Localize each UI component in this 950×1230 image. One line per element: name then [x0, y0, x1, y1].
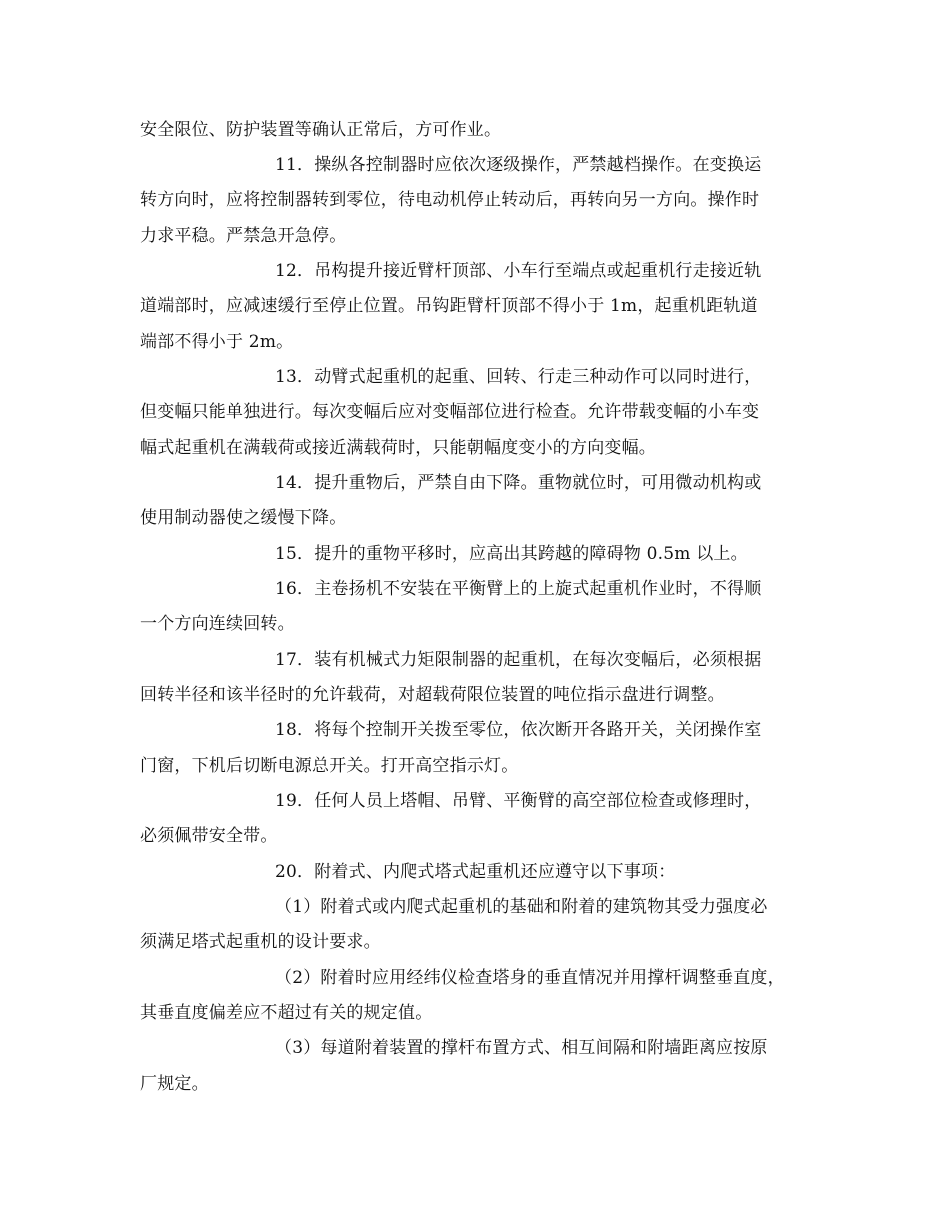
text-line: 必须佩带安全带。	[140, 826, 278, 846]
text-line: （2）附着时应用经纬仪检查塔身的垂直情况并用撑杆调整垂直度，	[275, 968, 785, 988]
text-line: 11．操纵各控制器时应依次逐级操作，严禁越档操作。在变换运	[275, 155, 762, 175]
text-line: 17．装有机械式力矩限制器的起重机，在每次变幅后，必须根据	[275, 650, 762, 670]
text-line: 使用制动器使之缓慢下降。	[140, 508, 347, 528]
text-line: 其垂直度偏差应不超过有关的规定值。	[140, 1003, 433, 1023]
text-line: 16．主卷扬机不安装在平衡臂上的上旋式起重机作业时，不得顺	[275, 579, 762, 599]
text-line: （1）附着式或内爬式起重机的基础和附着的建筑物其受力强度必	[275, 897, 768, 917]
text-line: 回转半径和该半径时的允许载荷，对超载荷限位装置的吨位指示盘进行调整。	[140, 685, 725, 705]
text-line: 20．附着式、内爬式塔式起重机还应遵守以下事项：	[275, 862, 676, 882]
text-line: 但变幅只能单独进行。每次变幅后应对变幅部位进行检查。允许带载变幅的小车变	[140, 402, 760, 422]
text-line: 道端部时，应减速缓行至停止位置。吊钩距臂杆顶部不得小于 1m，起重机距轨道	[140, 296, 758, 316]
text-line: 15．提升的重物平移时，应高出其跨越的障碍物 0.5m 以上。	[275, 544, 748, 564]
text-line: 18．将每个控制开关拨至零位，依次断开各路开关，关闭操作室	[275, 720, 762, 740]
text-line: 厂规定。	[140, 1074, 209, 1094]
text-line: 一个方向连续回转。	[140, 614, 295, 634]
text-line: 14．提升重物后，严禁自由下降。重物就位时，可用微动机构或	[275, 473, 762, 493]
text-line: （3）每道附着装置的撑杆布置方式、相互间隔和附墙距离应按原	[275, 1038, 768, 1058]
text-line: 力求平稳。严禁急开急停。	[140, 226, 347, 246]
text-line: 门窗，下机后切断电源总开关。打开高空指示灯。	[140, 756, 519, 776]
text-line: 须满足塔式起重机的设计要求。	[140, 932, 381, 952]
text-line: 端部不得小于 2m。	[140, 332, 294, 352]
text-line: 13．动臂式起重机的起重、回转、行走三种动作可以同时进行，	[275, 367, 762, 387]
text-line: 幅式起重机在满载荷或接近满载荷时，只能朝幅度变小的方向变幅。	[140, 438, 656, 458]
text-line: 转方向时，应将控制器转到零位，待电动机停止转动后，再转向另一方向。操作时	[140, 190, 760, 210]
text-line: 19．任何人员上塔帽、吊臂、平衡臂的高空部位检查或修理时，	[275, 791, 762, 811]
text-line: 12．吊构提升接近臂杆顶部、小车行至端点或起重机行走接近轨	[275, 261, 762, 281]
text-line: 安全限位、防护装置等确认正常后，方可作业。	[140, 120, 502, 140]
